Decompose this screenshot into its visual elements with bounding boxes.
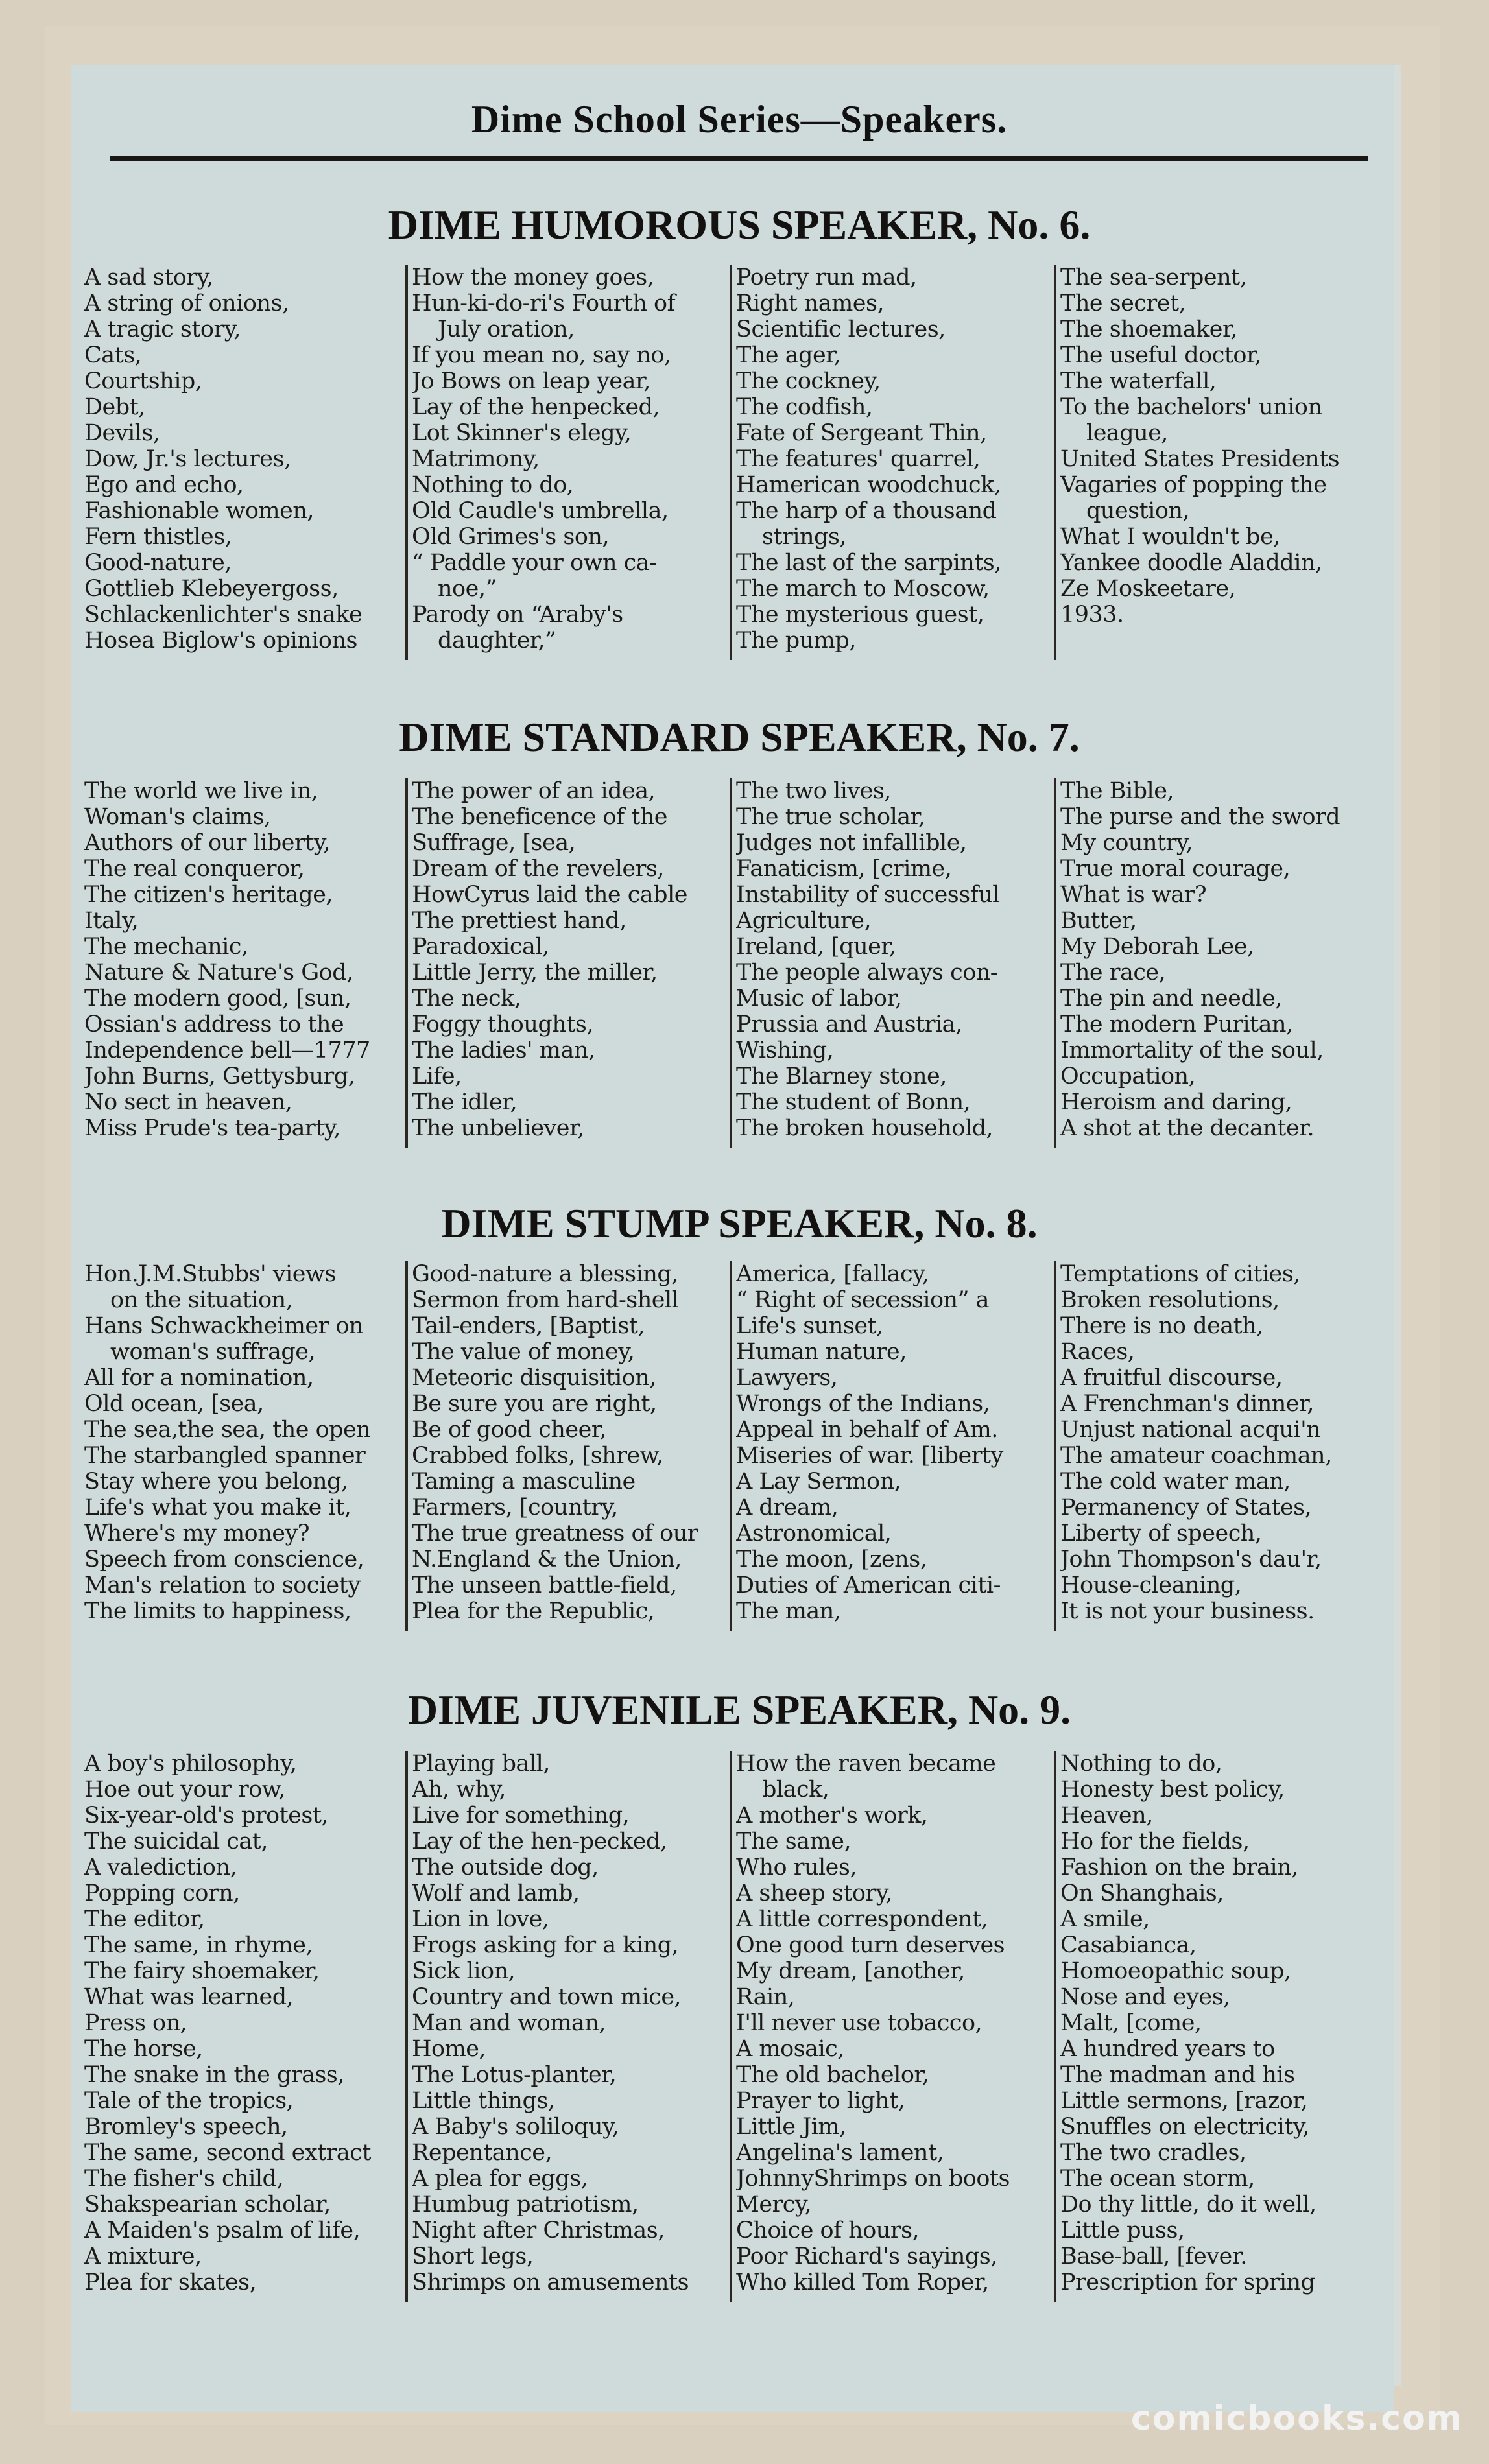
column-rule <box>405 265 408 660</box>
list-item: What I wouldn't be, <box>1060 524 1280 550</box>
list-item: The neck, <box>412 986 521 1012</box>
list-item: Be of good cheer, <box>412 1417 606 1443</box>
list-item: Races, <box>1060 1339 1135 1365</box>
list-item: The idler, <box>412 1089 518 1115</box>
list-item: The pin and needle, <box>1060 986 1282 1012</box>
list-item: The Lotus-planter, <box>412 2062 617 2088</box>
list-item: Right names, <box>736 290 885 316</box>
list-item: league, <box>1086 420 1169 446</box>
list-item: Lion in love, <box>412 1906 549 1932</box>
header-rule <box>110 156 1368 161</box>
section-title: DIME HUMOROUS SPEAKER, No. 6. <box>388 202 1091 248</box>
list-item: Miseries of war. [liberty <box>736 1443 1003 1469</box>
list-item: Fashion on the brain, <box>1060 1854 1298 1880</box>
list-item: Agriculture, <box>736 908 872 934</box>
list-item: Prescription for spring <box>1060 2269 1315 2295</box>
list-item: A mosaic, <box>736 2036 844 2062</box>
column-1 <box>84 265 402 654</box>
list-item: Authors of our liberty, <box>84 830 330 856</box>
list-item: Life's sunset, <box>736 1313 883 1339</box>
list-item: Wolf and lamb, <box>412 1880 580 1906</box>
list-item: Meteoric disquisition, <box>412 1365 656 1391</box>
list-item: The real conqueror, <box>84 856 305 882</box>
list-item: Little sermons, [razor, <box>1060 2088 1308 2114</box>
list-item: Ah, why, <box>412 1777 506 1803</box>
list-item: Vagaries of popping the <box>1060 472 1327 498</box>
list-item: Hamerican woodchuck, <box>736 472 1001 498</box>
column-rule <box>1054 265 1056 660</box>
watermark: comicbooks.com <box>1130 2399 1463 2438</box>
list-item: Farmers, [country, <box>412 1495 618 1521</box>
list-item: Taming a masculine <box>412 1469 636 1495</box>
list-item: The madman and his <box>1060 2062 1295 2088</box>
list-item: “ Paddle your own ca- <box>412 550 657 576</box>
list-item: Dow, Jr.'s lectures, <box>84 446 291 472</box>
list-item: woman's suffrage, <box>110 1339 316 1365</box>
list-item: The Blarney stone, <box>736 1063 947 1089</box>
list-item: The starbangled spanner <box>84 1443 366 1469</box>
list-item: How the raven became <box>736 1751 996 1777</box>
list-item: The two lives, <box>736 778 891 804</box>
list-item: Old Grimes's son, <box>412 524 610 550</box>
list-item: Country and town mice, <box>412 1984 682 2010</box>
list-item: Fate of Sergeant Thin, <box>736 420 987 446</box>
list-item: Courtship, <box>84 368 202 394</box>
list-item: The mysterious guest, <box>736 602 984 628</box>
list-item: Nothing to do, <box>412 472 574 498</box>
list-item: The prettiest hand, <box>412 908 626 934</box>
list-item: Broken resolutions, <box>1060 1287 1280 1313</box>
list-item: Duties of American citi- <box>736 1572 1001 1598</box>
list-item: To the bachelors' union <box>1060 394 1322 420</box>
list-item: The same, in rhyme, <box>84 1932 313 1958</box>
column-rule <box>730 1751 732 2302</box>
column-1 <box>84 1751 402 2295</box>
list-item: Live for something, <box>412 1803 630 1829</box>
list-item: Fanaticism, [crime, <box>736 856 952 882</box>
list-item: Do thy little, do it well, <box>1060 2192 1316 2218</box>
list-item: A boy's philosophy, <box>84 1751 297 1777</box>
column-rule <box>730 1261 732 1631</box>
section-title: DIME STUMP SPEAKER, No. 8. <box>441 1200 1038 1246</box>
list-item: Night after Christmas, <box>412 2218 665 2244</box>
list-item: Stay where you belong, <box>84 1469 348 1495</box>
list-item: A little correspondent, <box>736 1906 988 1932</box>
list-item: The race, <box>1060 960 1166 986</box>
list-item: The secret, <box>1060 290 1186 316</box>
list-item: Ze Moskeetare, <box>1060 576 1236 602</box>
list-item: Life's what you make it, <box>84 1495 351 1521</box>
list-item: Tail-enders, [Baptist, <box>412 1313 645 1339</box>
list-item: Choice of hours, <box>736 2218 920 2244</box>
list-item: The moon, [zens, <box>736 1546 927 1572</box>
section-columns <box>84 265 1388 660</box>
list-item: The ager, <box>736 342 841 368</box>
list-item: Snuffles on electricity, <box>1060 2114 1310 2140</box>
list-item: Ego and echo, <box>84 472 244 498</box>
section-title: DIME STANDARD SPEAKER, No. 7. <box>399 714 1080 760</box>
list-item: The horse, <box>84 2036 203 2062</box>
list-item: The shoemaker, <box>1060 316 1237 342</box>
list-item: Nose and eyes, <box>1060 1984 1230 2010</box>
list-item: Hon.J.M.Stubbs' views <box>84 1261 336 1287</box>
list-item: The useful doctor, <box>1060 342 1261 368</box>
list-item: Suffrage, [sea, <box>412 830 576 856</box>
list-item: The modern Puritan, <box>1060 1012 1293 1037</box>
list-item: Matrimony, <box>412 446 540 472</box>
column-2 <box>412 1751 730 2295</box>
list-item: There is no death, <box>1060 1313 1263 1339</box>
list-item: question, <box>1086 498 1190 524</box>
list-item: A tragic story, <box>84 316 241 342</box>
list-item: A hundred years to <box>1060 2036 1275 2062</box>
list-item: 1933. <box>1060 602 1124 628</box>
list-item: Cats, <box>84 342 142 368</box>
list-item: Ossian's address to the <box>84 1012 344 1037</box>
list-item: The broken household, <box>736 1115 994 1141</box>
list-item: A mother's work, <box>736 1803 928 1829</box>
list-item: Playing ball, <box>412 1751 550 1777</box>
list-item: The world we live in, <box>84 778 318 804</box>
list-item: A plea for eggs, <box>412 2166 588 2192</box>
list-item: The cold water man, <box>1060 1469 1291 1495</box>
list-item: A valediction, <box>84 1854 237 1880</box>
list-item: A Frenchman's dinner, <box>1060 1391 1315 1417</box>
list-item: Malt, [come, <box>1060 2010 1202 2036</box>
list-item: N.England & the Union, <box>412 1546 682 1572</box>
column-3 <box>736 778 1054 1141</box>
list-item: The old bachelor, <box>736 2062 929 2088</box>
list-item: Ireland, [quer, <box>736 934 896 960</box>
list-item: Poetry run mad, <box>736 265 917 290</box>
list-item: Gottlieb Klebeyergoss, <box>84 576 339 602</box>
list-item: Foggy thoughts, <box>412 1012 593 1037</box>
list-item: Where's my money? <box>84 1521 310 1546</box>
list-item: noe,” <box>438 576 497 602</box>
list-item: The cockney, <box>736 368 881 394</box>
list-item: Man's relation to society <box>84 1572 361 1598</box>
list-item: The codfish, <box>736 394 873 420</box>
list-item: Woman's claims, <box>84 804 271 830</box>
list-item: The march to Moscow, <box>736 576 990 602</box>
list-item: The last of the sarpints, <box>736 550 1001 576</box>
list-item: Mercy, <box>736 2192 812 2218</box>
section-columns <box>84 778 1388 1148</box>
list-item: The citizen's heritage, <box>84 882 333 908</box>
list-item: Crabbed folks, [shrew, <box>412 1443 663 1469</box>
list-item: Permanency of States, <box>1060 1495 1312 1521</box>
list-item: A sheep story, <box>736 1880 892 1906</box>
list-item: A fruitful discourse, <box>1060 1365 1283 1391</box>
list-item: Repentance, <box>412 2140 553 2166</box>
list-item: Liberty of speech, <box>1060 1521 1262 1546</box>
list-item: on the situation, <box>110 1287 293 1313</box>
list-item: Six-year-old's protest, <box>84 1803 329 1829</box>
list-item: Plea for the Republic, <box>412 1598 655 1624</box>
list-item: Jo Bows on leap year, <box>412 368 650 394</box>
list-item: Popping corn, <box>84 1880 240 1906</box>
list-item: The value of money, <box>412 1339 635 1365</box>
list-item: United States Presidents <box>1060 446 1340 472</box>
column-3 <box>736 1751 1054 2295</box>
list-item: The sea,the sea, the open <box>84 1417 371 1443</box>
list-item: True moral courage, <box>1060 856 1291 882</box>
list-item: Short legs, <box>412 2244 534 2269</box>
list-item: Yankee doodle Aladdin, <box>1060 550 1322 576</box>
list-item: What is war? <box>1060 882 1207 908</box>
column-rule <box>405 1751 408 2302</box>
list-item: The limits to happiness, <box>84 1598 351 1624</box>
list-item: All for a nomination, <box>84 1365 314 1391</box>
list-item: A Lay Sermon, <box>736 1469 901 1495</box>
list-item: Man and woman, <box>412 2010 606 2036</box>
list-item: black, <box>762 1777 829 1803</box>
list-item: Hoe out your row, <box>84 1777 285 1803</box>
list-item: House-cleaning, <box>1060 1572 1242 1598</box>
list-item: It is not your business. <box>1060 1598 1315 1624</box>
list-item: My Deborah Lee, <box>1060 934 1254 960</box>
list-item: Parody on “Araby's <box>412 602 623 628</box>
list-item: HowCyrus laid the cable <box>412 882 687 908</box>
list-item: My dream, [another, <box>736 1958 965 1984</box>
list-item: The student of Bonn, <box>736 1089 971 1115</box>
list-item: Lot Skinner's elegy, <box>412 420 632 446</box>
list-item: Press on, <box>84 2010 187 2036</box>
list-item: Fashionable women, <box>84 498 314 524</box>
list-item: Occupation, <box>1060 1063 1196 1089</box>
list-item: daughter,” <box>438 628 556 654</box>
list-item: The unseen battle-field, <box>412 1572 677 1598</box>
list-item: The editor, <box>84 1906 205 1932</box>
list-item: Devils, <box>84 420 160 446</box>
list-item: Homoeopathic soup, <box>1060 1958 1291 1984</box>
column-1 <box>84 778 402 1141</box>
list-item: Paradoxical, <box>412 934 549 960</box>
column-4 <box>1060 265 1378 628</box>
list-item: Shrimps on amusements <box>412 2269 689 2295</box>
list-item: A shot at the decanter. <box>1060 1115 1315 1141</box>
list-item: Temptations of cities, <box>1060 1261 1300 1287</box>
list-item: The harp of a thousand <box>736 498 997 524</box>
list-item: The fairy shoemaker, <box>84 1958 320 1984</box>
list-item: Astronomical, <box>736 1521 892 1546</box>
column-1 <box>84 1261 402 1624</box>
list-item: Lay of the hen-pecked, <box>412 1829 667 1854</box>
list-item: Music of labor, <box>736 986 902 1012</box>
list-item: Sick lion, <box>412 1958 516 1984</box>
list-item: Honesty best policy, <box>1060 1777 1285 1803</box>
list-item: A Baby's soliloquy, <box>412 2114 619 2140</box>
list-item: Lay of the henpecked, <box>412 394 660 420</box>
list-item: Italy, <box>84 908 139 934</box>
list-item: Life, <box>412 1063 462 1089</box>
list-item: Speech from conscience, <box>84 1546 364 1572</box>
list-item: Little puss, <box>1060 2218 1185 2244</box>
section-title: DIME JUVENILE SPEAKER, No. 9. <box>407 1687 1071 1733</box>
list-item: The people always con- <box>736 960 998 986</box>
list-item: Who rules, <box>736 1854 857 1880</box>
column-3 <box>736 1261 1054 1624</box>
list-item: Good-nature a blessing, <box>412 1261 678 1287</box>
list-item: The true greatness of our <box>412 1521 698 1546</box>
list-item: Debt, <box>84 394 145 420</box>
page-title: Dime School Series—Speakers. <box>471 98 1008 141</box>
list-item: The power of an idea, <box>412 778 656 804</box>
column-2 <box>412 778 730 1141</box>
list-item: The sea-serpent, <box>1060 265 1247 290</box>
list-item: Angelina's lament, <box>736 2140 944 2166</box>
list-item: The features' quarrel, <box>736 446 981 472</box>
list-item: Lawyers, <box>736 1365 838 1391</box>
column-rule <box>405 778 408 1148</box>
list-item: The fisher's child, <box>84 2166 284 2192</box>
list-item: John Burns, Gettysburg, <box>84 1063 355 1089</box>
list-item: Hans Schwackheimer on <box>84 1313 364 1339</box>
list-item: Nothing to do, <box>1060 1751 1222 1777</box>
list-item: The same, <box>736 1829 852 1854</box>
column-rule <box>1054 778 1056 1148</box>
list-item: Miss Prude's tea-party, <box>84 1115 341 1141</box>
list-item: Good-nature, <box>84 550 232 576</box>
list-item: The ocean storm, <box>1060 2166 1255 2192</box>
list-item: A mixture, <box>84 2244 202 2269</box>
list-item: Nature & Nature's God, <box>84 960 353 986</box>
list-item: Wishing, <box>736 1037 834 1063</box>
list-item: The purse and the sword <box>1060 804 1340 830</box>
list-item: The snake in the grass, <box>84 2062 344 2088</box>
list-item: The waterfall, <box>1060 368 1217 394</box>
column-4 <box>1060 1261 1378 1624</box>
list-item: My country, <box>1060 830 1193 856</box>
list-item: The unbeliever, <box>412 1115 585 1141</box>
section-columns <box>84 1261 1388 1631</box>
list-item: Poor Richard's sayings, <box>736 2244 997 2269</box>
list-item: One good turn deserves <box>736 1932 1005 1958</box>
section-columns <box>84 1751 1388 2302</box>
column-rule <box>1054 1261 1056 1631</box>
list-item: Who killed Tom Roper, <box>736 2269 989 2295</box>
list-item: Unjust national acqui'n <box>1060 1417 1321 1443</box>
column-4 <box>1060 778 1378 1141</box>
list-item: Heaven, <box>1060 1803 1153 1829</box>
list-item: Ho for the fields, <box>1060 1829 1250 1854</box>
list-item: JohnnyShrimps on boots <box>736 2166 1010 2192</box>
list-item: I'll never use tobacco, <box>736 2010 983 2036</box>
list-item: What was learned, <box>84 1984 294 2010</box>
list-item: July oration, <box>438 316 575 342</box>
list-item: Home, <box>412 2036 486 2062</box>
list-item: Dream of the revelers, <box>412 856 664 882</box>
list-item: Little things, <box>412 2088 555 2114</box>
list-item: The pump, <box>736 628 856 654</box>
list-item: Appeal in behalf of Am. <box>736 1417 998 1443</box>
list-item: The beneficence of the <box>412 804 668 830</box>
list-item: America, [fallacy, <box>736 1261 929 1287</box>
list-item: John Thompson's dau'r, <box>1060 1546 1322 1572</box>
list-item: A Maiden's psalm of life, <box>84 2218 361 2244</box>
column-rule <box>1054 1751 1056 2302</box>
list-item: Instability of successful <box>736 882 999 908</box>
column-3 <box>736 265 1054 654</box>
list-item: Little Jerry, the miller, <box>412 960 658 986</box>
column-2 <box>412 265 730 654</box>
list-item: Little Jim, <box>736 2114 846 2140</box>
list-item: The suicidal cat, <box>84 1829 268 1854</box>
list-item: A sad story, <box>84 265 213 290</box>
list-item: The ladies' man, <box>412 1037 595 1063</box>
list-item: Schlackenlichter's snake <box>84 602 363 628</box>
list-item: Prussia and Austria, <box>736 1012 962 1037</box>
list-item: Base-ball, [fever. <box>1060 2244 1247 2269</box>
list-item: The outside dog, <box>412 1854 599 1880</box>
list-item: A smile, <box>1060 1906 1150 1932</box>
list-item: Frogs asking for a king, <box>412 1932 679 1958</box>
column-4 <box>1060 1751 1378 2295</box>
list-item: Fern thistles, <box>84 524 232 550</box>
column-rule <box>730 778 732 1148</box>
list-item: Tale of the tropics, <box>84 2088 294 2114</box>
list-item: Judges not infallible, <box>736 830 967 856</box>
list-item: The true scholar, <box>736 804 925 830</box>
list-item: Hosea Biglow's opinions <box>84 628 357 654</box>
list-item: Sermon from hard-shell <box>412 1287 679 1313</box>
list-item: Plea for skates, <box>84 2269 257 2295</box>
list-item: Butter, <box>1060 908 1137 934</box>
column-2 <box>412 1261 730 1624</box>
list-item: Casabianca, <box>1060 1932 1197 1958</box>
list-item: The modern good, [sun, <box>84 986 351 1012</box>
list-item: On Shanghais, <box>1060 1880 1224 1906</box>
list-item: A dream, <box>736 1495 839 1521</box>
list-item: Hun-ki-do-ri's Fourth of <box>412 290 676 316</box>
list-item: The mechanic, <box>84 934 248 960</box>
list-item: The Bible, <box>1060 778 1174 804</box>
list-item: Humbug patriotism, <box>412 2192 639 2218</box>
list-item: If you mean no, say no, <box>412 342 671 368</box>
list-item: How the money goes, <box>412 265 654 290</box>
list-item: Heroism and daring, <box>1060 1089 1292 1115</box>
list-item: Immortality of the soul, <box>1060 1037 1324 1063</box>
list-item: Human nature, <box>736 1339 907 1365</box>
column-rule <box>405 1261 408 1631</box>
list-item: Be sure you are right, <box>412 1391 657 1417</box>
list-item: Scientific lectures, <box>736 316 946 342</box>
list-item: The amateur coachman, <box>1060 1443 1332 1469</box>
column-rule <box>730 265 732 660</box>
list-item: A string of onions, <box>84 290 289 316</box>
list-item: Old Caudle's umbrella, <box>412 498 669 524</box>
list-item: strings, <box>762 524 846 550</box>
list-item: No sect in heaven, <box>84 1089 292 1115</box>
list-item: Shakspearian scholar, <box>84 2192 331 2218</box>
list-item: The two cradles, <box>1060 2140 1246 2166</box>
list-item: Bromley's speech, <box>84 2114 288 2140</box>
list-item: “ Right of secession” a <box>736 1287 989 1313</box>
list-item: Independence bell—1777 <box>84 1037 370 1063</box>
list-item: The man, <box>736 1598 841 1624</box>
list-item: Old ocean, [sea, <box>84 1391 264 1417</box>
list-item: Prayer to light, <box>736 2088 905 2114</box>
list-item: The same, second extract <box>84 2140 371 2166</box>
list-item: Wrongs of the Indians, <box>736 1391 990 1417</box>
list-item: Rain, <box>736 1984 795 2010</box>
